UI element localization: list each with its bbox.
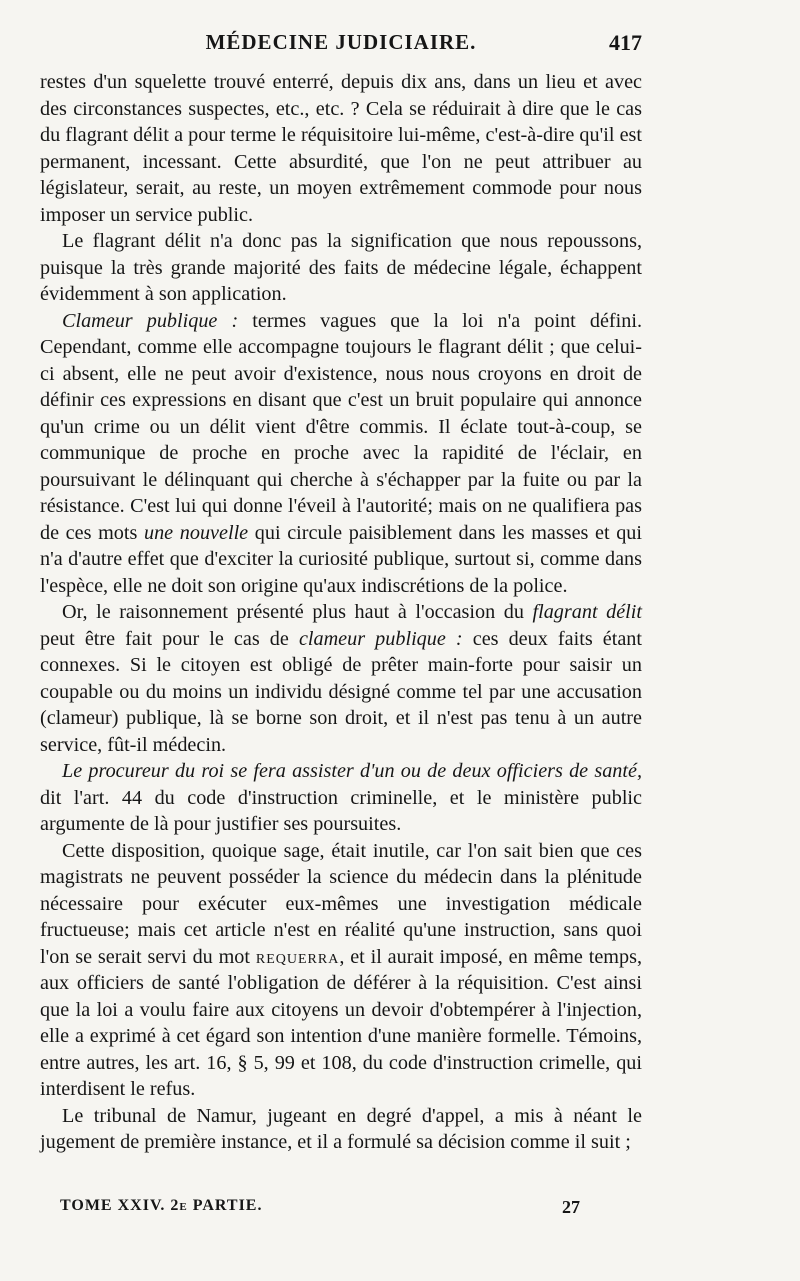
paragraph-4: Or, le raisonnement présenté plus haut à l'occasion du flagrant délit peut être fait pour le cas de clameur publique : ces deux faits étant connexes. Si le citoyen est obligé de prêter main-forte pour saisir un coupable ou du moins un individu désigné comme tel par une accusation (clameur) publique, là se borne son droit, et il n'est pas tenu à un autre service, fût-il médecin. — [40, 601, 642, 756]
paragraph-7: Le tribunal de Namur, jugeant en degré d'appel, a mis à néant le jugement de première instance, et il a formulé sa décision comme il suit ; — [40, 1104, 642, 1153]
page-header — [40, 30, 642, 60]
sheet-number: 27 — [562, 1197, 580, 1217]
paragraph-3: Clameur publique : termes vagues que la loi n'a point défini. Cependant, comme elle accompagne toujours le flagrant délit ; que celui-ci absent, elle ne peut avoir d'existence, nous nous croyons en droit de définir ces expressions en disant que c'est un bruit populaire qui annonce qu'un crime ou un délit vient d'être commis. Il éclate tout-à-coup, se communique de proche en proche avec la rapidité de l'éclair, en poursuivant le délinquant qui cherche à s'échapper par la fuite ou par la résistance. C'est lui qui donne l'éveil à l'autorité; mais on ne qualifiera pas de ces mots une nouvelle qui circule paisiblement dans les masses et qui n'a d'autre effet que d'exciter la curiosité publique, surtout si, comme dans l'espèce, elle ne doit son origine qu'aux indiscrétions de la police. — [40, 309, 643, 597]
paragraph-6: Cette disposition, quoique sage, était inutile, car l'on sait bien que ces magistrats ne peuvent posséder la science du médecin dans la plénitude nécessaire pour exécuter eux-mêmes une investigation médicale fructueuse; mais cet article n'est en réalité qu'une instruction, sans quoi l'on se serait servi du mot requerra, et il aurait imposé, en même temps, aux officiers de santé l'obligation de déférer à la réquisition. C'est ainsi que la loi a voulu faire aux citoyens un devoir d'obtempérer à l'injection, elle a exprimé à cet égard son intention d'une manière formelle. Témoins, entre autres, les art. 16, § 5, 99 et 108, du code d'instruction crimelle, qui interdisent le refus. — [40, 839, 642, 1100]
paragraph-2: Le flagrant délit n'a donc pas la signification que nous repoussons, puisque la très grande majorité des faits de médecine légale, échappent évidemment à son application. — [40, 230, 642, 305]
paragraph-1: restes d'un squelette trouvé enterré, depuis dix ans, dans un lieu et avec des circonstances suspectes, etc., etc. ? Cela se réduirait à dire que le cas du flagrant délit a pour terme le réquisitoire lui-même, c'est-à-dire qu'il est permanent, incessant. Cette absurdité, que l'on ne peut attribuer au législateur, serait, au reste, un moyen extrêmement commode pour nous imposer un service public. — [40, 71, 642, 226]
volume-signature: TOME XXIV. 2e PARTIE. — [60, 1197, 263, 1214]
paragraph-5: Le procureur du roi se fera assister d'un ou de deux officiers de santé, dit l'art. 44 du code d'instruction criminelle, et le ministère public argumente de là pour justifier ses poursuites. — [40, 760, 642, 835]
body-text — [40, 69, 642, 1156]
page-footer — [60, 1197, 590, 1227]
running-head-title: MÉDECINE JUDICIAIRE. — [205, 30, 477, 54]
page-number: 417 — [609, 30, 642, 55]
